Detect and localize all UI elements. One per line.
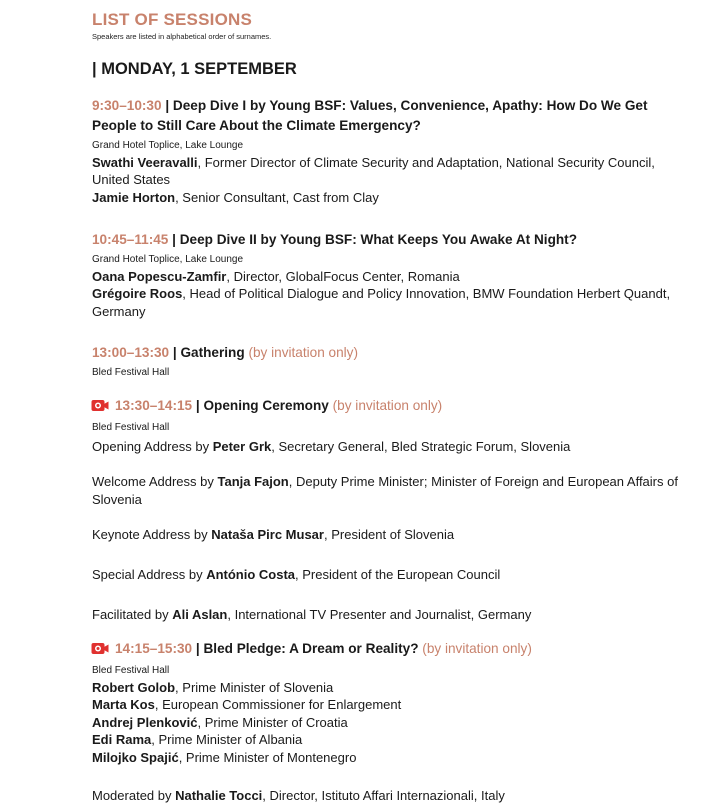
- session-venue: Bled Festival Hall: [92, 367, 170, 378]
- moderator-name: Nathalie Tocci: [175, 788, 263, 803]
- day-heading: | MONDAY, 1 SEPTEMBER: [92, 60, 297, 78]
- session-1: [92, 96, 682, 206]
- address-welcome: [92, 473, 682, 508]
- speaker: [92, 749, 682, 766]
- session-title: Opening Ceremony: [203, 398, 329, 413]
- session-title: Gathering: [180, 345, 245, 360]
- speaker: [92, 268, 682, 285]
- video-camera-icon: [91, 398, 109, 418]
- speaker-name: Swathi Veeravalli: [92, 155, 198, 170]
- speaker-list: [92, 268, 682, 320]
- speaker-name: Grégoire Roos: [92, 286, 183, 302]
- speaker-role: , Secretary General, Bled Strategic Forum, Slovenia: [271, 439, 571, 454]
- session-time: 14:15–15:30: [115, 641, 193, 656]
- speaker-name: Tanja Fajon: [217, 474, 289, 489]
- speaker-name: Jamie Horton: [92, 189, 176, 205]
- session-heading: [92, 343, 682, 363]
- moderator-label: Moderated by: [92, 788, 176, 803]
- speaker-role: , Prime Minister of Croatia: [197, 714, 348, 730]
- speaker-name: Marta Kos: [92, 697, 155, 713]
- speaker: [92, 731, 682, 748]
- facilitator: [92, 606, 682, 624]
- moderator: [92, 787, 682, 805]
- speaker-name: Oana Popescu-Zamfir: [92, 269, 227, 284]
- separator: |: [192, 398, 204, 413]
- session-venue: Bled Festival Hall: [92, 665, 170, 676]
- address-opening: [92, 438, 682, 456]
- invitation-note: (by invitation only): [418, 641, 532, 656]
- speaker: [92, 714, 682, 731]
- list-title: LIST OF SESSIONS: [92, 10, 253, 29]
- invitation-note: (by invitation only): [328, 398, 443, 413]
- speaker-role: , Former Director of Climate Security and Adaptation, National Security Council, United States: [92, 155, 655, 188]
- separator: |: [169, 345, 181, 360]
- speaker-role: , Director, GlobalFocus Center, Romania: [226, 269, 460, 284]
- session-venue: Grand Hotel Toplice, Lake Lounge: [92, 254, 244, 265]
- separator: |: [192, 641, 204, 656]
- session-venue: Grand Hotel Toplice, Lake Lounge: [92, 140, 244, 151]
- session-time: 9:30–10:30: [92, 98, 162, 113]
- session-3: [92, 343, 682, 381]
- speaker-role: , Head of Political Dialogue and Policy Innovation, BMW Foundation Herbert Quandt, Germany: [92, 286, 671, 319]
- session-venue: Bled Festival Hall: [92, 422, 170, 433]
- session-title: Deep Dive II by Young BSF: What Keeps You Awake At Night?: [179, 232, 578, 247]
- speaker-list: [92, 154, 682, 206]
- session-time: 13:00–13:30: [92, 345, 170, 360]
- speaker-role: , Senior Consultant, Cast from Clay: [175, 189, 379, 205]
- speaker-name: Robert Golob: [92, 680, 176, 695]
- session-2: [92, 230, 682, 320]
- session-4: [92, 396, 682, 436]
- speaker-role: , Prime Minister of Slovenia: [175, 680, 334, 695]
- separator: |: [168, 232, 180, 247]
- separator: |: [161, 98, 173, 113]
- speaker-name: Andrej Plenković: [92, 714, 198, 730]
- speaker-role: , President of Slovenia: [323, 527, 455, 542]
- speaker-name: Nataša Pirc Musar: [211, 527, 324, 542]
- speaker-role: , Prime Minister of Albania: [151, 732, 303, 748]
- speaker-name: Edi Rama: [92, 732, 152, 748]
- session-title: Deep Dive I by Young BSF: Values, Convenience, Apathy: How Do We Get People to Still Care About the Climate Emergency?: [92, 98, 648, 133]
- session-heading: [92, 96, 682, 136]
- session-5: [92, 639, 682, 766]
- session-time: 13:30–14:15: [115, 398, 193, 413]
- session-time: 10:45–11:45: [92, 232, 169, 247]
- speaker-name: Ali Aslan: [172, 607, 228, 622]
- speaker-name: António Costa: [206, 567, 296, 582]
- address-special: [92, 566, 682, 584]
- address-type: Keynote Address by: [92, 527, 212, 542]
- speaker-role: , Prime Minister of Montenegro: [178, 749, 357, 765]
- address-type: Welcome Address by: [92, 474, 218, 489]
- invitation-note: (by invitation only): [244, 345, 359, 360]
- speaker-role: , Deputy Prime Minister; Minister of Foreign and European Affairs of Slovenia: [92, 474, 678, 507]
- speaker-role: , International TV Presenter and Journalist, Germany: [227, 607, 532, 622]
- speaker-name: Peter Grk: [212, 439, 272, 454]
- address-type: Opening Address by: [92, 439, 213, 454]
- speaker: [92, 189, 682, 206]
- speaker: [92, 696, 682, 713]
- speaker-name: Milojko Spajić: [92, 749, 179, 765]
- video-camera-icon: [91, 641, 109, 661]
- address-type: Facilitated by: [92, 607, 173, 622]
- speaker: [92, 154, 682, 189]
- session-heading: [92, 639, 682, 661]
- speaker: [92, 285, 682, 320]
- session-title: Bled Pledge: A Dream or Reality?: [203, 641, 419, 656]
- session-heading: [92, 230, 682, 250]
- moderator-role: , Director, Istituto Affari Internazionali, Italy: [262, 788, 505, 803]
- speaker-role: , President of the European Council: [295, 567, 501, 582]
- address-type: Special Address by: [92, 567, 207, 582]
- speaker-list: [92, 679, 682, 766]
- speaker: [92, 679, 682, 696]
- speaker-role: , European Commissioner for Enlargement: [154, 697, 402, 713]
- address-keynote: [92, 526, 682, 544]
- session-heading: [92, 396, 682, 418]
- list-subtitle: Speakers are listed in alphabetical order of surnames.: [92, 32, 272, 41]
